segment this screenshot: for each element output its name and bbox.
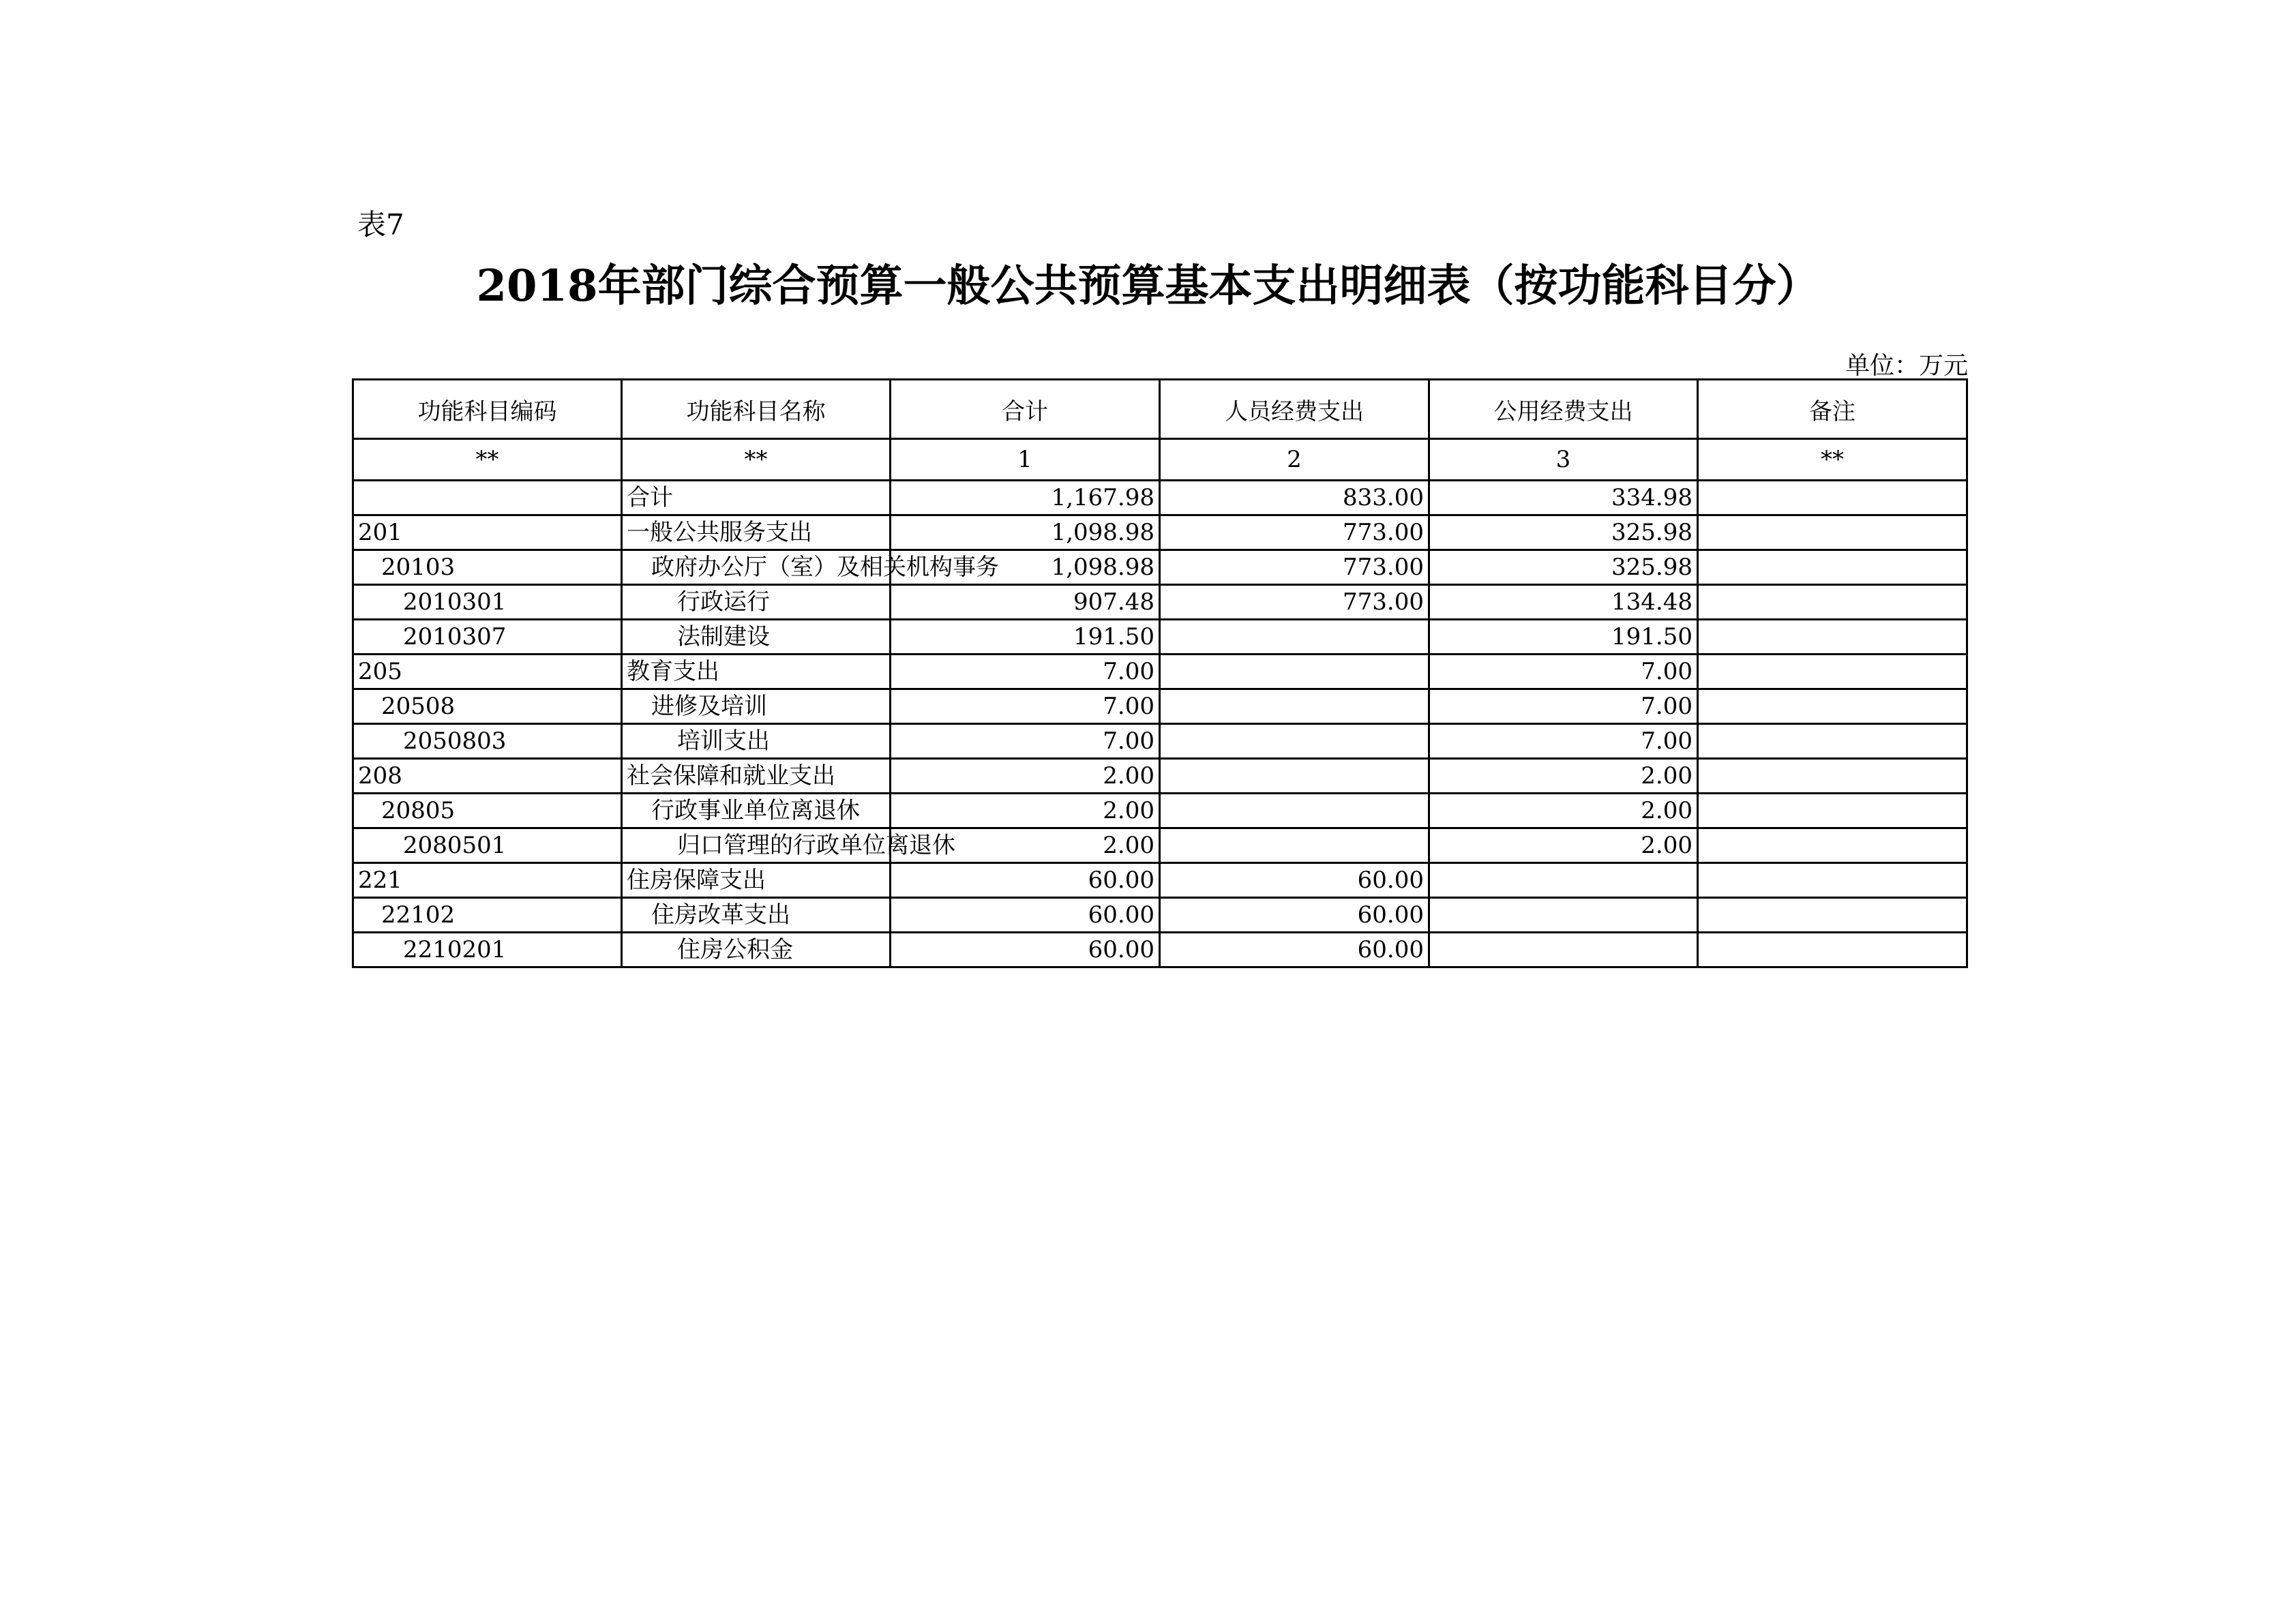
public-cell: 334.98 <box>1429 481 1698 515</box>
total-cell: 60.00 <box>891 933 1160 967</box>
index-cell: 1 <box>891 439 1160 481</box>
code-cell <box>353 481 622 515</box>
note-cell <box>1698 794 1967 828</box>
table-row <box>353 515 1967 550</box>
personnel-cell <box>1160 724 1429 759</box>
budget-table <box>352 378 1968 968</box>
header-public: 公用经费支出 <box>1429 380 1698 439</box>
name-cell: 一般公共服务支出 <box>622 515 891 550</box>
name-cell: 归口管理的行政单位离退休 <box>622 828 891 863</box>
header-total: 合计 <box>891 380 1160 439</box>
code-cell: 20805 <box>353 794 622 828</box>
public-cell: 2.00 <box>1429 828 1698 863</box>
personnel-cell <box>1160 794 1429 828</box>
code-cell: 2010301 <box>353 585 622 620</box>
note-cell <box>1698 933 1967 967</box>
total-cell: 1,098.98 <box>891 515 1160 550</box>
header-personnel: 人员经费支出 <box>1160 380 1429 439</box>
table-row <box>353 481 1967 515</box>
table-row <box>353 550 1967 585</box>
name-cell: 行政运行 <box>622 585 891 620</box>
total-cell: 2.00 <box>891 759 1160 794</box>
personnel-cell <box>1160 759 1429 794</box>
public-cell: 325.98 <box>1429 515 1698 550</box>
note-cell <box>1698 828 1967 863</box>
total-cell: 7.00 <box>891 724 1160 759</box>
total-cell: 60.00 <box>891 863 1160 898</box>
note-cell <box>1698 759 1967 794</box>
public-cell: 191.50 <box>1429 620 1698 655</box>
index-cell: 2 <box>1160 439 1429 481</box>
note-cell <box>1698 550 1967 585</box>
name-cell: 住房改革支出 <box>622 898 891 933</box>
code-cell: 2010307 <box>353 620 622 655</box>
name-cell: 培训支出 <box>622 724 891 759</box>
name-cell: 行政事业单位离退休 <box>622 794 891 828</box>
total-cell: 2.00 <box>891 828 1160 863</box>
table-row <box>353 863 1967 898</box>
total-cell: 7.00 <box>891 655 1160 689</box>
name-cell: 合计 <box>622 481 891 515</box>
code-cell: 205 <box>353 655 622 689</box>
code-cell: 201 <box>353 515 622 550</box>
public-cell <box>1429 863 1698 898</box>
personnel-cell <box>1160 689 1429 724</box>
public-cell <box>1429 933 1698 967</box>
header-name: 功能科目名称 <box>622 380 891 439</box>
total-cell: 1,167.98 <box>891 481 1160 515</box>
name-cell: 教育支出 <box>622 655 891 689</box>
personnel-cell: 773.00 <box>1160 585 1429 620</box>
name-cell: 法制建设 <box>622 620 891 655</box>
note-cell <box>1698 585 1967 620</box>
table-row <box>353 585 1967 620</box>
index-cell: ** <box>1698 439 1967 481</box>
table-row <box>353 689 1967 724</box>
note-cell <box>1698 724 1967 759</box>
name-cell: 社会保障和就业支出 <box>622 759 891 794</box>
note-cell <box>1698 620 1967 655</box>
header-code: 功能科目编码 <box>353 380 622 439</box>
table-row <box>353 655 1967 689</box>
table-row <box>353 759 1967 794</box>
unit-label: 单位：万元 <box>1845 352 1968 380</box>
code-cell: 208 <box>353 759 622 794</box>
public-cell: 7.00 <box>1429 724 1698 759</box>
total-cell: 191.50 <box>891 620 1160 655</box>
code-cell: 20508 <box>353 689 622 724</box>
page-title: 2018年部门综合预算一般公共预算基本支出明细表（按功能科目分） <box>476 260 1820 312</box>
total-cell: 907.48 <box>891 585 1160 620</box>
table-row <box>353 794 1967 828</box>
code-cell: 2210201 <box>353 933 622 967</box>
personnel-cell: 833.00 <box>1160 481 1429 515</box>
index-cell: ** <box>622 439 891 481</box>
note-cell <box>1698 898 1967 933</box>
table-row <box>353 620 1967 655</box>
personnel-cell: 773.00 <box>1160 515 1429 550</box>
total-cell: 60.00 <box>891 898 1160 933</box>
header-row <box>353 380 1967 439</box>
public-cell <box>1429 898 1698 933</box>
table-row <box>353 828 1967 863</box>
personnel-cell <box>1160 828 1429 863</box>
code-cell: 2050803 <box>353 724 622 759</box>
public-cell: 325.98 <box>1429 550 1698 585</box>
total-cell: 7.00 <box>891 689 1160 724</box>
personnel-cell: 60.00 <box>1160 863 1429 898</box>
table-row <box>353 898 1967 933</box>
name-cell: 进修及培训 <box>622 689 891 724</box>
total-cell: 1,098.98 <box>891 550 1160 585</box>
table-label: 表7 <box>357 208 404 241</box>
public-cell: 7.00 <box>1429 689 1698 724</box>
personnel-cell: 773.00 <box>1160 550 1429 585</box>
note-cell <box>1698 481 1967 515</box>
note-cell <box>1698 863 1967 898</box>
name-cell: 住房公积金 <box>622 933 891 967</box>
code-cell: 20103 <box>353 550 622 585</box>
public-cell: 2.00 <box>1429 794 1698 828</box>
note-cell <box>1698 515 1967 550</box>
public-cell: 134.48 <box>1429 585 1698 620</box>
note-cell <box>1698 655 1967 689</box>
personnel-cell: 60.00 <box>1160 898 1429 933</box>
personnel-cell: 60.00 <box>1160 933 1429 967</box>
public-cell: 7.00 <box>1429 655 1698 689</box>
header-note: 备注 <box>1698 380 1967 439</box>
note-cell <box>1698 689 1967 724</box>
name-cell: 政府办公厅（室）及相关机构事务 <box>622 550 891 585</box>
personnel-cell <box>1160 655 1429 689</box>
index-cell: ** <box>353 439 622 481</box>
table-row <box>353 933 1967 967</box>
name-cell: 住房保障支出 <box>622 863 891 898</box>
index-cell: 3 <box>1429 439 1698 481</box>
personnel-cell <box>1160 620 1429 655</box>
index-row <box>353 439 1967 481</box>
code-cell: 221 <box>353 863 622 898</box>
total-cell: 2.00 <box>891 794 1160 828</box>
public-cell: 2.00 <box>1429 759 1698 794</box>
code-cell: 22102 <box>353 898 622 933</box>
table-row <box>353 724 1967 759</box>
code-cell: 2080501 <box>353 828 622 863</box>
